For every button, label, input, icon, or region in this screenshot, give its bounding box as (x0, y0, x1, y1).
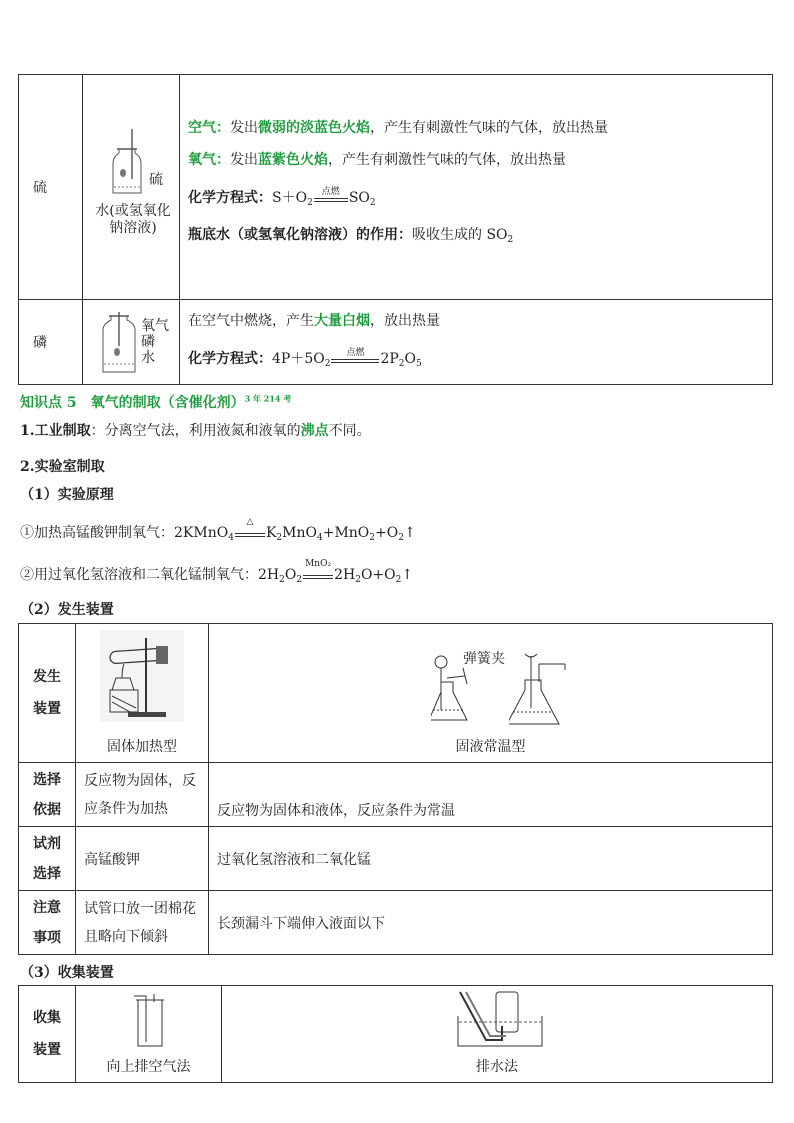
gen-apparatus-row (19, 624, 773, 763)
gen-header: 发生装置 (19, 624, 76, 763)
section-5-title: 知识点 5 氧气的制取（含催化剂）$^{3 年 214 考}$ (20, 393, 292, 411)
phosphorus-description (180, 300, 773, 385)
col-apparatus-row (19, 986, 773, 1083)
col-upward-cell (76, 986, 222, 1083)
gen-row-liquid: 长颈漏斗下端伸入液面以下 (209, 891, 773, 955)
industrial-method: 1.工业制取：分离空气法，利用液氮和液氧的沸点不同。 (20, 423, 371, 439)
sulfur-air-line: 空气：发出微弱的淡蓝色火焰，产生有刺激性气味的气体，放出热量 (188, 120, 608, 136)
sulfur-description (180, 75, 773, 300)
phosphorus-p-label: 磷 (141, 334, 155, 350)
equation-kmno4: ①加热高锰酸钾制氧气：2KMnO$_4$ △ $K_2MnO_4+MnO_2+O_2↑$ (20, 517, 416, 543)
sulfur-fig-label: 硫 (149, 172, 163, 188)
gen-row-notes (19, 891, 773, 955)
principle-title: （1）实验原理 (20, 487, 114, 503)
phosphorus-figure-cell (83, 300, 180, 385)
sulfur-fig-caption: 水(或氢氧化钠溶液) (95, 203, 171, 236)
combustion-table (18, 74, 773, 385)
gen-row-label: 试剂选择 (19, 827, 76, 891)
phosphorus-desc-line: 在空气中燃烧，产生大量白烟，放出热量 (188, 312, 440, 329)
sulfur-equation: 化学方程式：$S+O_2$ 点燃 $SO_2$ (188, 187, 376, 208)
gen-row-basis (19, 763, 773, 827)
gen-row-solid: 试管口放一团棉花且略向下倾斜 (76, 891, 209, 955)
col-header: 收集装置 (19, 986, 76, 1083)
gen-row-liquid: 过氧化氢溶液和二氧化锰 (209, 827, 773, 891)
upward-caption: 向上排空气法 (106, 1059, 191, 1075)
generation-table (18, 623, 773, 955)
solid-liquid-flask-2-icon (509, 652, 579, 730)
phosphorus-equation: 化学方程式：$4P+5O_2$ 点燃 $2P_2O_5$ (188, 347, 422, 369)
gen-solid-cell (76, 624, 209, 763)
gen-row-label: 注意事项 (19, 891, 76, 955)
sulfur-water-role: 瓶底水（或氢氧化钠溶液）的作用：吸收生成的 $SO_2$ (188, 227, 514, 245)
generation-title: （2）发生装置 (20, 602, 114, 618)
solid-caption: 固体加热型 (107, 739, 177, 755)
phosphorus-oxygen-label: 氧气 (141, 318, 169, 334)
equation-h2o2: ②用过氧化氢溶液和二氧化锰制氧气：$2H_2O_2$ MnO₂ $2H_2O+O_2↑$ (20, 559, 414, 585)
collection-table (18, 985, 773, 1083)
sulfur-row (19, 75, 773, 300)
water-displacement-icon (456, 990, 546, 1050)
gen-row-solid: 反应物为固体，反应条件为加热 (76, 763, 209, 827)
solid-heating-apparatus-icon (100, 630, 184, 722)
gen-row-label: 选择依据 (19, 763, 76, 827)
phosphorus-row (19, 300, 773, 385)
sulfur-name: 硫 (19, 75, 83, 300)
collection-title: （3）收集装置 (20, 965, 114, 981)
spring-clip-label: 弹簧夹 (463, 651, 505, 667)
lab-title: 2.实验室制取 (20, 459, 105, 475)
sulfur-figure-cell (83, 75, 180, 300)
col-water-cell (222, 986, 773, 1083)
upward-air-bottle-icon (130, 990, 170, 1050)
phosphorus-water-label: 水 (141, 350, 155, 366)
gen-row-solid: 高锰酸钾 (76, 827, 209, 891)
gen-row-reagent (19, 827, 773, 891)
water-caption: 排水法 (476, 1059, 518, 1075)
phosphorus-name: 磷 (19, 300, 83, 385)
gen-row-liquid: 反应物为固体和液体，反应条件为常温 (209, 763, 773, 827)
sulfur-oxygen-line: 氧气：发出蓝紫色火焰，产生有刺激性气味的气体，放出热量 (188, 152, 566, 168)
sulfur-bottle-icon (105, 129, 145, 199)
liquid-caption: 固液常温型 (455, 739, 526, 755)
gen-liquid-cell (209, 624, 773, 763)
phosphorus-bottle-icon (97, 306, 141, 376)
